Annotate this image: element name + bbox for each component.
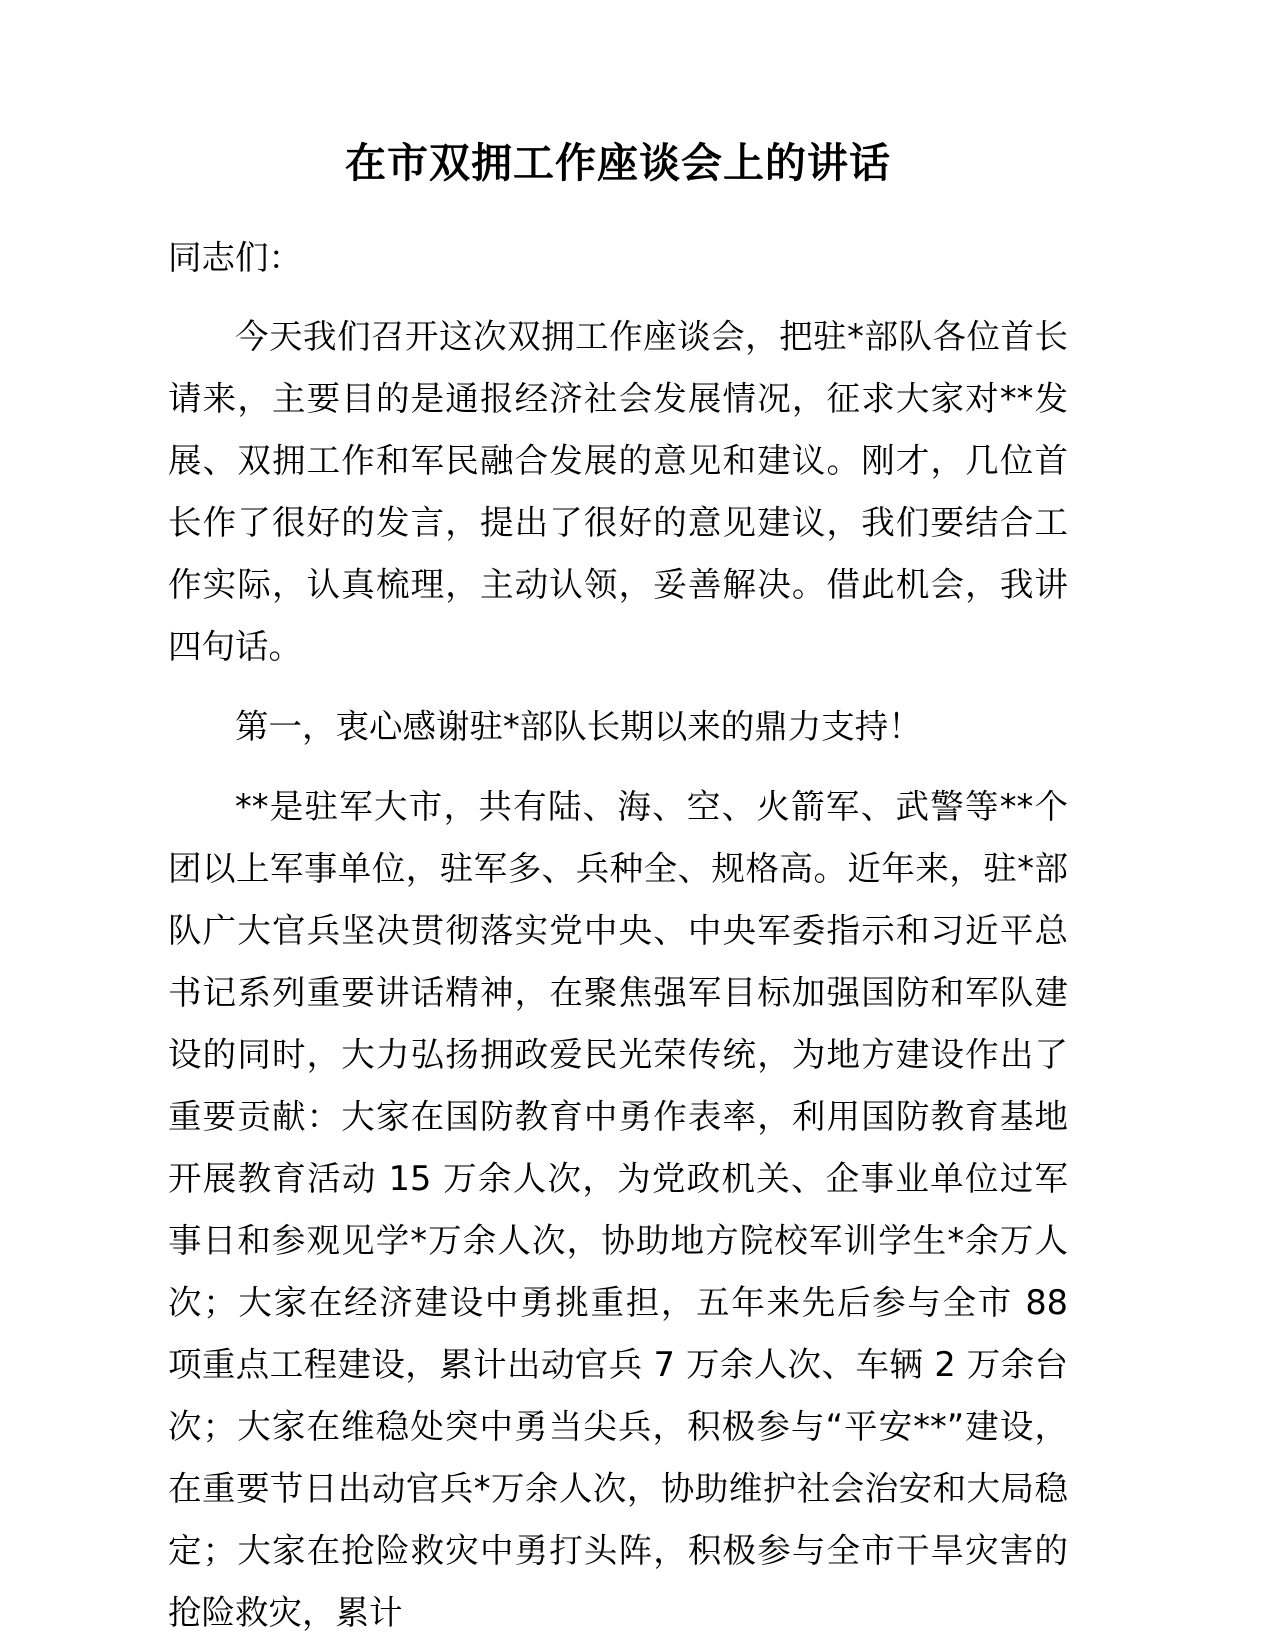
salutation-paragraph: 同志们： [168,238,302,278]
page-title: 在市双拥工作座谈会上的讲话 [345,139,891,187]
body-paragraph-3: **是驻军大市，共有陆、海、空、火箭军、武警等**个团以上军事单位，驻军多、兵种全、规格高。近年来，驻*部队广大官兵坚决贯彻落实党中央、中央军委指示和习近平总书记系列重要讲话精神，在聚焦强军目标加强国防和军队建设的同时，大力弘扬拥政爱民光荣传统，为地方建设作出了重要贡献：大家在国防教育中勇作表率，利用国防教育基地开展教育活动 15 万余人次，为党政机关、企事业单位过军事日和参观见学*万余人次，协助地方院校军训学生*余万人次；大家在经济建设中勇挑重担，五年来先后参与全市 88 项重点工程建设，累计出动官兵 7 万余人次、车辆 2 万余台次；大家在维稳处突中勇当尖兵，积极参与“平安**”建设，在重要节日出动官兵*万余人次，协助维护社会治安和大局稳定；大家在抢险救灾中勇打头阵，积极参与全市干旱灾害的抢险救灾，累计 [168,787,1068,1633]
body-paragraph-1: 今天我们召开这次双拥工作座谈会，把驻*部队各位首长请来，主要目的是通报经济社会发展情况，征求大家对**发展、双拥工作和军民融合发展的意见和建议。刚才，几位首长作了很好的发言，提出了很好的意见建议，我们要结合工作实际，认真梳理，主动认领，妥善解决。借此机会，我讲四句话。 [168,317,1068,667]
document-content [168,0,1068,1644]
body-paragraph-2: 第一，衷心感谢驻*部队长期以来的鼎力支持！ [235,707,922,747]
